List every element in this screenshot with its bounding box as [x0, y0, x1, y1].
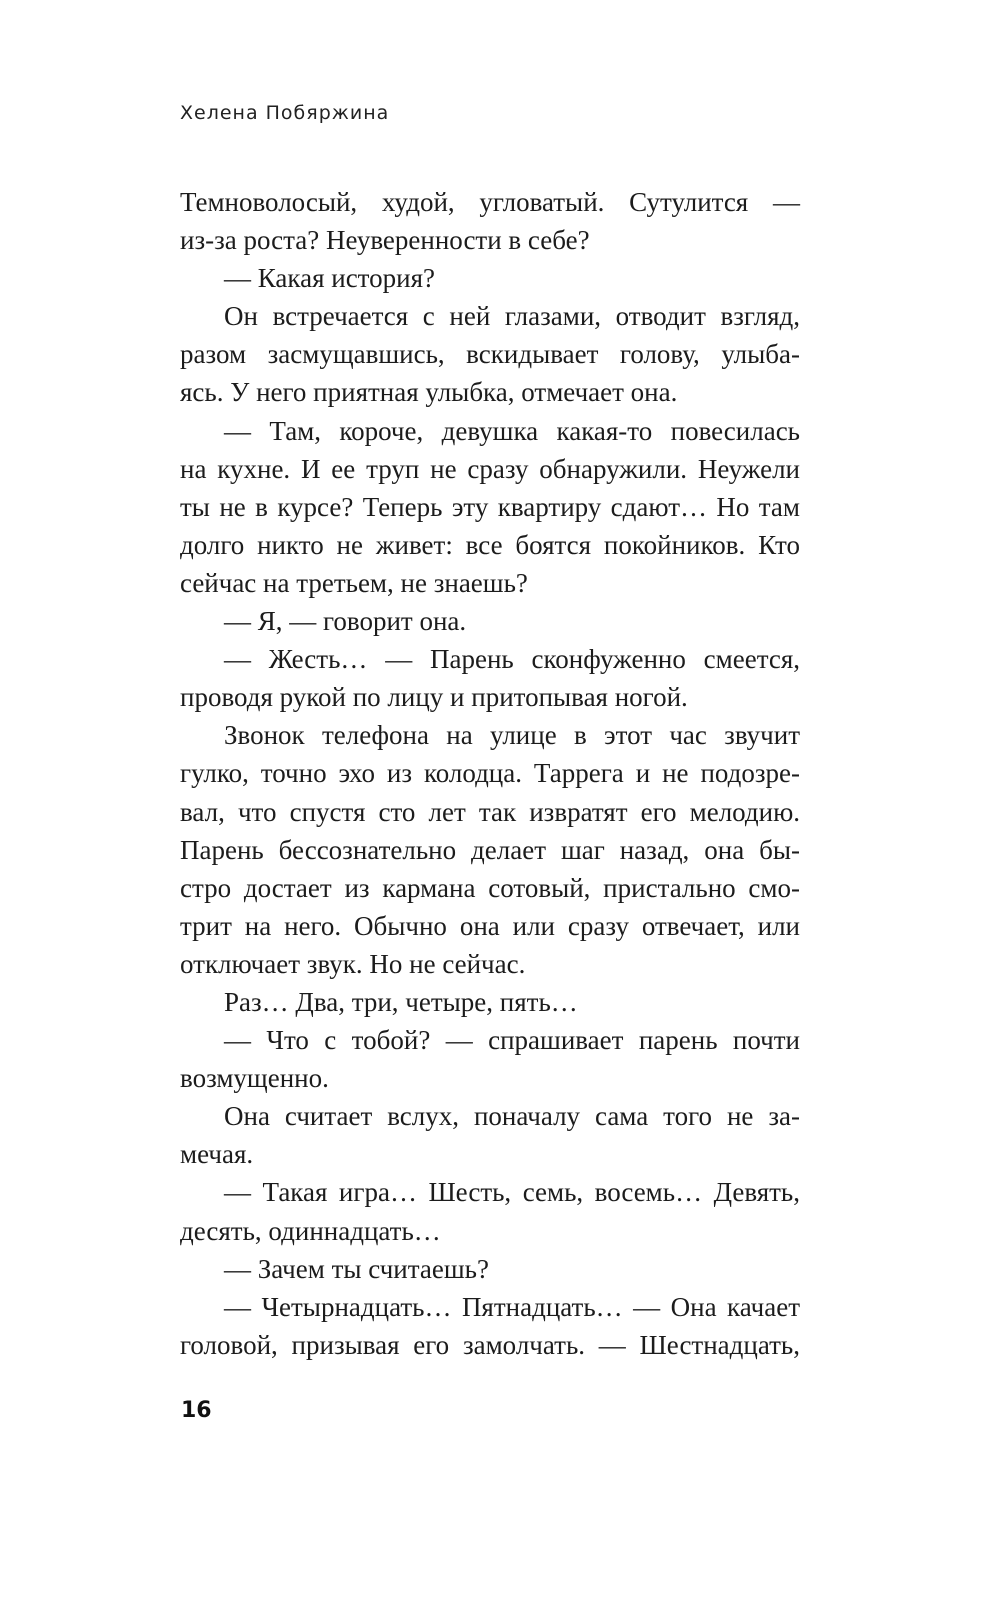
- text-line: — Четырнадцать… Пятнадцать… — Она качает: [224, 1291, 800, 1322]
- text-line: Раз… Два, три, четыре, пять…: [224, 986, 578, 1017]
- text-line: — Что с тобой? — спрашивает парень почти: [224, 1025, 800, 1056]
- text-line: — Какая история?: [224, 263, 435, 294]
- text-line: Он встречается с ней глазами, отводит взгляд,: [224, 301, 800, 332]
- text-line: Темноволосый, худой, угловатый. Сутулится —: [180, 187, 800, 217]
- text-line: головой, призывая его замолчать. — Шестнадцать,: [180, 1329, 800, 1360]
- text-line: отключает звук. Но не сейчас.: [180, 948, 526, 979]
- text-line: разом засмущавшись, вскидывает голову, улыба-: [180, 339, 800, 370]
- text-line: стро достает из кармана сотовый, пристально смо-: [180, 872, 800, 903]
- text-line: Парень бессознательно делает шаг назад, она бы-: [180, 834, 800, 865]
- text-line: на кухне. И ее труп не сразу обнаружили. Неужели: [180, 453, 800, 484]
- text-line: — Я, — говорит она.: [224, 606, 467, 637]
- text-line: — Там, короче, девушка какая-то повесилась: [224, 415, 800, 446]
- text-line: Она считает вслух, поначалу сама того не за-: [224, 1101, 800, 1132]
- text-line: ты не в курсе? Теперь эту квартиру сдают… Но там: [180, 491, 800, 522]
- text-line: ясь. У него приятная улыбка, отмечает она.: [180, 377, 678, 408]
- text-line: вал, что спустя сто лет так извратят его мелодию.: [180, 796, 800, 827]
- text-line: — Зачем ты считаешь?: [224, 1253, 489, 1284]
- text-line: гулко, точно эхо из колодца. Таррега и не подозре-: [180, 758, 800, 789]
- text-line: — Жесть… — Парень сконфуженно смеется,: [224, 644, 800, 675]
- text-line: десять, одиннадцать…: [180, 1215, 441, 1246]
- text-line: трит на него. Обычно она или сразу отвечает, или: [180, 910, 800, 941]
- text-line: сейчас на третьем, не знаешь?: [180, 567, 528, 598]
- text-line: долго никто не живет: все боятся покойников. Кто: [180, 529, 800, 560]
- text-line: Звонок телефона на улице в этот час звучит: [224, 720, 800, 751]
- page-number: 16: [181, 1398, 212, 1423]
- text-line: — Такая игра… Шесть, семь, восемь… Девять,: [224, 1177, 800, 1208]
- text-line: проводя рукой по лицу и притопывая ногой.: [180, 682, 688, 713]
- body-text: [180, 183, 800, 1364]
- text-line: мечая.: [180, 1139, 254, 1170]
- text-line: возмущенно.: [180, 1063, 329, 1094]
- running-head-author: Хелена Побяржина: [180, 102, 390, 124]
- text-line: из-за роста? Неуверенности в себе?: [180, 225, 590, 256]
